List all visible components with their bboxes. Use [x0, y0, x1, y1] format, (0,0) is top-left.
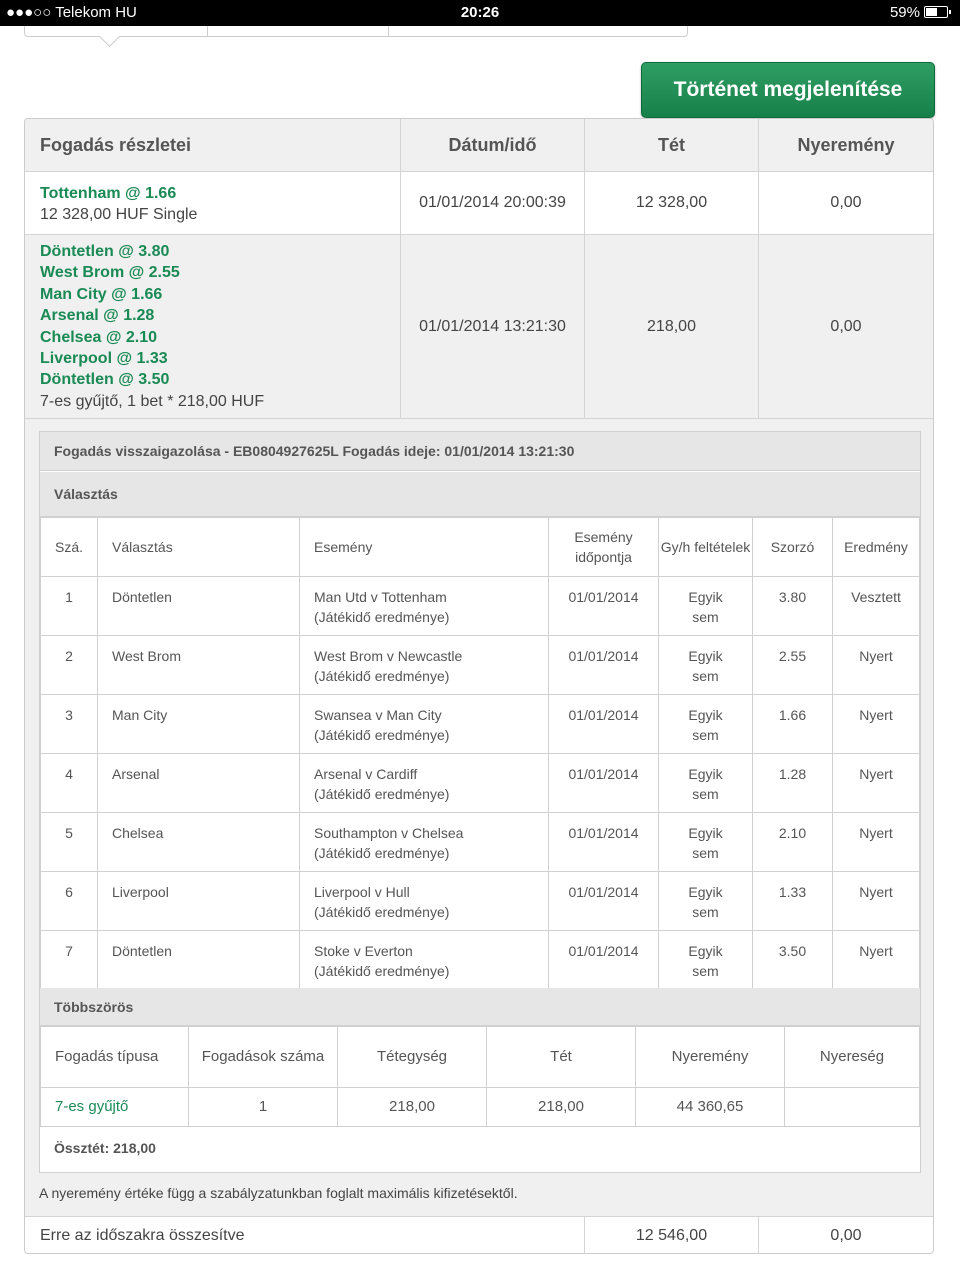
selection-line[interactable]: West Brom @ 2.55 [40, 264, 180, 282]
col-profit: Nyereség [785, 1027, 920, 1088]
summary-label: Erre az időszakra összesítve [25, 1217, 585, 1254]
multiple-section-title: Többszörös [40, 988, 920, 1026]
battery-icon [924, 6, 948, 18]
header-stake: Tét [585, 119, 759, 171]
table-row: 7-es gyűjtő 1 218,00 218,00 44 360,65 [41, 1088, 920, 1127]
bet-stake: 12 328,00 [585, 172, 759, 234]
selection-line[interactable]: Man City @ 1.66 [40, 285, 163, 303]
show-history-button[interactable]: Történet megjelenítése [641, 62, 935, 118]
col-event-time: Esemény időpontja [549, 518, 659, 577]
col-conditions: Gy/h feltételek [659, 518, 753, 577]
bet-type-link[interactable]: 7-es gyűjtő [41, 1088, 189, 1127]
selection-line[interactable]: Liverpool @ 1.33 [40, 350, 168, 368]
payout-note: A nyeremény értéke függ a szabályzatunkban foglalt maximális kifizetésektől. [39, 1185, 518, 1201]
confirmation-bar: Fogadás visszaigazolása - EB0804927625L Fogadás ideje: 01/01/2014 13:21:30 [40, 432, 920, 471]
bet-history-panel [24, 118, 934, 1254]
col-event: Esemény [300, 518, 549, 577]
table-row: 3 Man City Swansea v Man City (Játékidő eredménye) 01/01/2014 Egyik sem 1.66 Nyert [41, 695, 920, 754]
bet-row-accumulator[interactable] [25, 235, 933, 419]
selection-line[interactable]: Chelsea @ 2.10 [40, 328, 157, 346]
selection-section-title: Választás [40, 472, 920, 517]
selection-line[interactable]: Tottenham @ 1.66 [40, 185, 177, 202]
tab-bar[interactable] [24, 26, 688, 37]
col-bet-count: Fogadások száma [189, 1027, 338, 1088]
table-row: 2 West Brom West Brom v Newcastle (Játékidő eredménye) 01/01/2014 Egyik sem 2.55 Nyert [41, 636, 920, 695]
col-unit-stake: Tétegység [338, 1027, 487, 1088]
table-row: 6 Liverpool Liverpool v Hull (Játékidő eredménye) 01/01/2014 Egyik sem 1.33 Nyert [41, 872, 920, 931]
selection-line[interactable]: Döntetlen @ 3.80 [40, 243, 170, 260]
col-result: Eredmény [833, 518, 920, 577]
bet-datetime: 01/01/2014 13:21:30 [401, 235, 585, 418]
summary-stake: 12 546,00 [585, 1217, 759, 1254]
bet-winnings: 0,00 [830, 317, 862, 335]
table-row: 5 Chelsea Southampton v Chelsea (Játékidő eredménye) 01/01/2014 Egyik sem 2.10 Nyert [41, 813, 920, 872]
header-details: Fogadás részletei [25, 119, 401, 171]
table-row: 1 Döntetlen Man Utd v Tottenham (Játékidő eredménye) 01/01/2014 Egyik sem 3.80 Vesztett [41, 577, 920, 636]
selection-line[interactable]: Arsenal @ 1.28 [40, 307, 155, 325]
battery-status: 59% [890, 4, 948, 21]
carrier: ●●●○○ Telekom HU [6, 4, 137, 21]
multiple-table [40, 1026, 920, 1127]
table-row: 7 Döntetlen Stoke v Everton (Játékidő eredménye) 01/01/2014 Egyik sem 3.50 Nyert [41, 931, 920, 990]
bet-info: 7-es gyűjtő, 1 bet * 218,00 HUF [40, 392, 265, 410]
selections-table [40, 517, 920, 990]
header-datetime: Dátum/idő [401, 119, 585, 171]
bet-confirmation [39, 431, 921, 1173]
clock: 20:26 [460, 4, 500, 21]
col-stake: Tét [487, 1027, 636, 1088]
bet-row-single[interactable] [25, 172, 933, 235]
col-bet-type: Fogadás típusa [41, 1027, 189, 1088]
bet-stake: 218,00 [585, 235, 759, 418]
period-summary-row [25, 1216, 933, 1254]
total-stake: Össztét: 218,00 [54, 1140, 156, 1156]
active-tab-caret-icon [99, 26, 120, 47]
summary-winnings: 0,00 [830, 1226, 862, 1244]
col-winnings: Nyeremény [636, 1027, 785, 1088]
bet-datetime: 01/01/2014 20:00:39 [401, 172, 585, 234]
bets-header-row [25, 119, 933, 172]
selection-line[interactable]: Döntetlen @ 3.50 [40, 371, 170, 389]
col-no: Szá. [41, 518, 98, 577]
col-selection: Választás [98, 518, 300, 577]
header-winnings: Nyeremény [797, 134, 895, 155]
table-row: 4 Arsenal Arsenal v Cardiff (Játékidő eredménye) 01/01/2014 Egyik sem 1.28 Nyert [41, 754, 920, 813]
status-bar [0, 0, 960, 26]
bet-info: 12 328,00 HUF Single [40, 206, 198, 224]
col-odds: Szorzó [753, 518, 833, 577]
bet-winnings: 0,00 [830, 194, 862, 211]
